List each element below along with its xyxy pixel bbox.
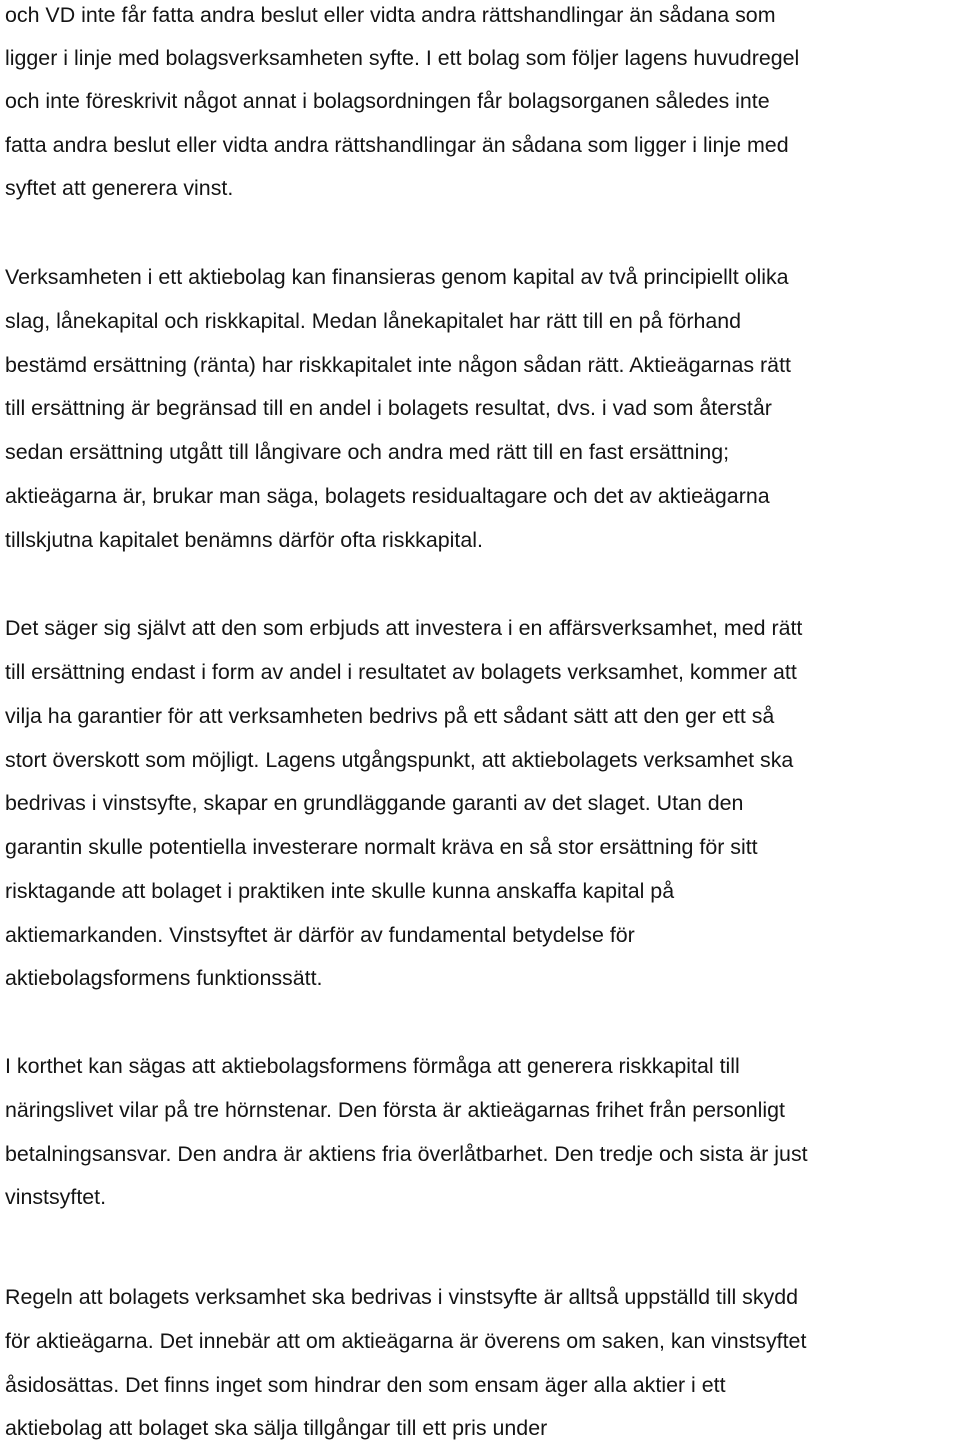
text-line: och inte föreskrivit något annat i bolagsordningen får bolagsorganen således inte [5,89,770,113]
text-line: aktiemarkanden. Vinstsyftet är därför av fundamental betydelse för [5,923,635,947]
text-line: betalningsansvar. Den andra är aktiens fria överlåtbarhet. Den tredje och sista är just [5,1142,808,1166]
text-line: Verksamheten i ett aktiebolag kan finansieras genom kapital av två principiellt olika [5,265,789,289]
text-line: aktiebolag att bolaget ska sälja tillgångar till ett pris under [5,1416,548,1440]
text-line: aktieägarna är, brukar man säga, bolagets residualtagare och det av aktieägarna [5,484,770,508]
text-line: Regeln att bolagets verksamhet ska bedrivas i vinstsyfte är alltså uppställd till skydd [5,1285,799,1309]
text-line: och VD inte får fatta andra beslut eller vidta andra rättshandlingar än sådana som [5,3,776,27]
text-line: för aktieägarna. Det innebär att om aktieägarna är överens om saken, kan vinstsyftet [5,1329,807,1353]
text-line: fatta andra beslut eller vidta andra rättshandlingar än sådana som ligger i linje med [5,133,789,157]
text-line: bestämd ersättning (ränta) har riskkapitalet inte någon sådan rätt. Aktieägarnas rätt [5,353,791,377]
text-line: slag, lånekapital och riskkapital. Medan lånekapitalet har rätt till en på förhand [5,309,742,333]
text-line: ligger i linje med bolagsverksamheten syfte. I ett bolag som följer lagens huvudregel [5,46,800,70]
text-line: syftet att generera vinst. [5,176,234,200]
text-line: garantin skulle potentiella investerare normalt kräva en så stor ersättning för sitt [5,835,758,859]
text-line: risktagande att bolaget i praktiken inte skulle kunna anskaffa kapital på [5,879,675,903]
text-line: bedrivas i vinstsyfte, skapar en grundläggande garanti av det slaget. Utan den [5,791,744,815]
text-line: aktiebolagsformens funktionssätt. [5,966,323,990]
text-line: vilja ha garantier för att verksamheten bedrivs på ett sådant sätt att den ger ett så [5,704,775,728]
text-line: vinstsyftet. [5,1185,107,1209]
text-line: åsidosättas. Det finns inget som hindrar den som ensam äger alla aktier i ett [5,1373,726,1397]
text-line: I korthet kan sägas att aktiebolagsformens förmåga att generera riskkapital till [5,1054,740,1078]
text-line: näringslivet vilar på tre hörnstenar. Den första är aktieägarnas frihet från personligt [5,1098,785,1122]
text-line: Det säger sig självt att den som erbjuds att investera i en affärsverksamhet, med rätt [5,616,803,640]
text-line: stort överskott som möjligt. Lagens utgångspunkt, att aktiebolagets verksamhet ska [5,748,794,772]
text-line: till ersättning endast i form av andel i resultatet av bolagets verksamhet, kommer att [5,660,797,684]
text-line: till ersättning är begränsad till en andel i bolagets resultat, dvs. i vad som återstår [5,396,772,420]
text-line: tillskjutna kapitalet benämns därför ofta riskkapital. [5,528,483,552]
text-line: sedan ersättning utgått till långivare och andra med rätt till en fast ersättning; [5,440,730,464]
